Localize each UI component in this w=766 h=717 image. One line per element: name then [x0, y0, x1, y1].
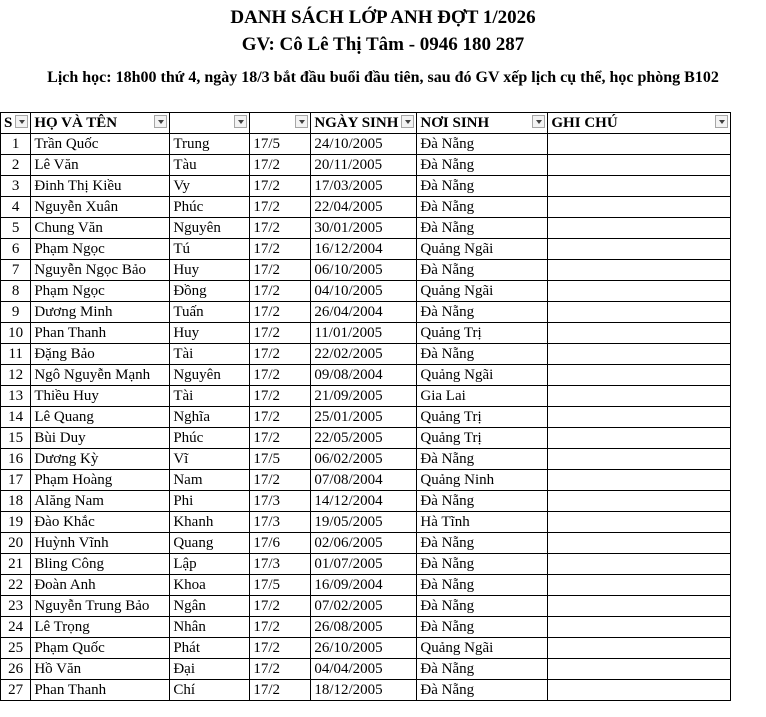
cell-surname[interactable]: Dương Minh [31, 302, 170, 323]
cell-birthdate[interactable]: 25/01/2005 [311, 407, 417, 428]
cell-surname[interactable]: Phạm Ngọc [31, 239, 170, 260]
cell-birthdate[interactable]: 26/10/2005 [311, 638, 417, 659]
cell-given-name[interactable]: Khanh [170, 512, 250, 533]
cell-birthplace[interactable]: Quảng Ngãi [417, 638, 548, 659]
cell-birthdate[interactable]: 04/04/2005 [311, 659, 417, 680]
cell-birthplace[interactable]: Đà Nẵng [417, 554, 548, 575]
cell-notes[interactable] [548, 134, 731, 155]
cell-surname[interactable]: Dương Kỳ [31, 449, 170, 470]
cell-stt[interactable]: 20 [1, 533, 31, 554]
cell-class[interactable]: 17/2 [250, 596, 311, 617]
cell-notes[interactable] [548, 386, 731, 407]
table-row [1, 218, 731, 239]
cell-class[interactable]: 17/2 [250, 218, 311, 239]
cell-class[interactable]: 17/2 [250, 239, 311, 260]
col-header-name [31, 113, 170, 134]
cell-birthdate[interactable]: 16/12/2004 [311, 239, 417, 260]
table-row [1, 575, 731, 596]
cell-birthdate[interactable]: 07/08/2004 [311, 470, 417, 491]
table-row [1, 386, 731, 407]
cell-class[interactable]: 17/5 [250, 449, 311, 470]
cell-class[interactable]: 17/2 [250, 176, 311, 197]
table-row [1, 491, 731, 512]
cell-birthplace[interactable]: Quảng Ngãi [417, 365, 548, 386]
cell-notes[interactable] [548, 596, 731, 617]
table-row [1, 554, 731, 575]
cell-birthdate[interactable]: 19/05/2005 [311, 512, 417, 533]
cell-notes[interactable] [548, 302, 731, 323]
cell-birthplace[interactable]: Đà Nẵng [417, 449, 548, 470]
cell-stt[interactable]: 15 [1, 428, 31, 449]
cell-given-name[interactable]: Chí [170, 680, 250, 701]
cell-class[interactable]: 17/3 [250, 554, 311, 575]
cell-stt[interactable]: 16 [1, 449, 31, 470]
cell-birthplace[interactable]: Quảng Trị [417, 323, 548, 344]
cell-stt[interactable]: 25 [1, 638, 31, 659]
cell-birthplace[interactable]: Hà Tĩnh [417, 512, 548, 533]
cell-birthdate[interactable]: 02/06/2005 [311, 533, 417, 554]
cell-given-name[interactable]: Tàu [170, 155, 250, 176]
cell-birthplace[interactable]: Quảng Ngãi [417, 281, 548, 302]
cell-given-name[interactable]: Trung [170, 134, 250, 155]
cell-class[interactable]: 17/2 [250, 638, 311, 659]
cell-notes[interactable] [548, 407, 731, 428]
cell-birthdate[interactable]: 07/02/2005 [311, 596, 417, 617]
cell-stt[interactable]: 10 [1, 323, 31, 344]
cell-class[interactable]: 17/2 [250, 680, 311, 701]
cell-birthplace[interactable]: Đà Nẵng [417, 176, 548, 197]
cell-birthdate[interactable]: 17/03/2005 [311, 176, 417, 197]
filter-dropdown-icon[interactable] [401, 115, 414, 128]
cell-given-name[interactable]: Lập [170, 554, 250, 575]
cell-given-name[interactable]: Vy [170, 176, 250, 197]
cell-birthdate[interactable]: 20/11/2005 [311, 155, 417, 176]
cell-surname[interactable]: Phan Thanh [31, 323, 170, 344]
table-row [1, 659, 731, 680]
cell-birthdate[interactable]: 22/05/2005 [311, 428, 417, 449]
schedule-note: Lịch học: 18h00 thứ 4, ngày 18/3 bắt đầu buổi đầu tiên, sau đó GV xếp lịch cụ thể, học phòng B102 [47, 69, 719, 86]
cell-notes[interactable] [548, 638, 731, 659]
cell-birthdate[interactable]: 01/07/2005 [311, 554, 417, 575]
cell-surname[interactable]: Nguyễn Xuân [31, 197, 170, 218]
table-row [1, 365, 731, 386]
cell-class[interactable]: 17/5 [250, 575, 311, 596]
table-row [1, 281, 731, 302]
cell-surname[interactable]: Thiều Huy [31, 386, 170, 407]
cell-stt[interactable]: 27 [1, 680, 31, 701]
cell-notes[interactable] [548, 512, 731, 533]
filter-dropdown-icon[interactable] [154, 115, 167, 128]
cell-class[interactable]: 17/3 [250, 491, 311, 512]
cell-birthdate[interactable]: 21/09/2005 [311, 386, 417, 407]
table-row [1, 197, 731, 218]
cell-surname[interactable]: Đào Khắc [31, 512, 170, 533]
cell-stt[interactable]: 4 [1, 197, 31, 218]
cell-birthdate[interactable]: 04/10/2005 [311, 281, 417, 302]
table-row [1, 155, 731, 176]
cell-given-name[interactable]: Huy [170, 323, 250, 344]
col-header-given-name [170, 113, 250, 134]
cell-birthdate[interactable]: 06/02/2005 [311, 449, 417, 470]
cell-notes[interactable] [548, 365, 731, 386]
col-header-stt [1, 113, 31, 134]
cell-given-name[interactable]: Tài [170, 344, 250, 365]
cell-surname[interactable]: Nguyễn Ngọc Bảo [31, 260, 170, 281]
cell-class[interactable]: 17/2 [250, 386, 311, 407]
cell-surname[interactable]: Đinh Thị Kiều [31, 176, 170, 197]
cell-class[interactable]: 17/2 [250, 260, 311, 281]
table-row [1, 638, 731, 659]
col-header-label: NƠI SINH [420, 115, 490, 131]
table-row [1, 428, 731, 449]
cell-birthdate[interactable]: 09/08/2004 [311, 365, 417, 386]
cell-stt[interactable]: 13 [1, 386, 31, 407]
cell-notes[interactable] [548, 575, 731, 596]
table-row [1, 239, 731, 260]
cell-stt[interactable]: 22 [1, 575, 31, 596]
cell-birthplace[interactable]: Đà Nẵng [417, 617, 548, 638]
cell-birthplace[interactable]: Đà Nẵng [417, 596, 548, 617]
cell-birthplace[interactable]: Đà Nẵng [417, 659, 548, 680]
cell-given-name[interactable]: Phúc [170, 428, 250, 449]
filter-dropdown-icon[interactable] [715, 115, 728, 128]
cell-birthdate[interactable]: 26/08/2005 [311, 617, 417, 638]
cell-class[interactable]: 17/2 [250, 407, 311, 428]
cell-notes[interactable] [548, 155, 731, 176]
cell-birthplace[interactable]: Đà Nẵng [417, 218, 548, 239]
cell-given-name[interactable]: Tài [170, 386, 250, 407]
cell-surname[interactable]: Chung Văn [31, 218, 170, 239]
cell-birthplace[interactable]: Đà Nẵng [417, 197, 548, 218]
cell-birthplace[interactable]: Gia Lai [417, 386, 548, 407]
table-row [1, 176, 731, 197]
cell-class[interactable]: 17/2 [250, 470, 311, 491]
cell-class[interactable]: 17/2 [250, 155, 311, 176]
cell-stt[interactable]: 26 [1, 659, 31, 680]
cell-notes[interactable] [548, 428, 731, 449]
cell-class[interactable]: 17/2 [250, 365, 311, 386]
cell-birthplace[interactable]: Đà Nẵng [417, 491, 548, 512]
cell-surname[interactable]: Đặng Bảo [31, 344, 170, 365]
filter-dropdown-icon[interactable] [295, 115, 308, 128]
cell-surname[interactable]: Ngô Nguyễn Mạnh [31, 365, 170, 386]
cell-class[interactable]: 17/2 [250, 344, 311, 365]
cell-notes[interactable] [548, 344, 731, 365]
cell-notes[interactable] [548, 281, 731, 302]
cell-class[interactable]: 17/3 [250, 512, 311, 533]
cell-notes[interactable] [548, 323, 731, 344]
cell-birthdate[interactable]: 22/02/2005 [311, 344, 417, 365]
cell-given-name[interactable]: Tuấn [170, 302, 250, 323]
cell-birthplace[interactable]: Đà Nẵng [417, 533, 548, 554]
cell-given-name[interactable]: Quang [170, 533, 250, 554]
cell-class[interactable]: 17/2 [250, 197, 311, 218]
cell-notes[interactable] [548, 176, 731, 197]
cell-surname[interactable]: Phan Thanh [31, 680, 170, 701]
cell-surname[interactable]: Bùi Duy [31, 428, 170, 449]
cell-surname[interactable]: Phạm Hoàng [31, 470, 170, 491]
cell-birthplace[interactable]: Quảng Ninh [417, 470, 548, 491]
cell-given-name[interactable]: Tú [170, 239, 250, 260]
cell-birthplace[interactable]: Đà Nẵng [417, 134, 548, 155]
cell-notes[interactable] [548, 617, 731, 638]
cell-stt[interactable]: 12 [1, 365, 31, 386]
table-row [1, 449, 731, 470]
cell-surname[interactable]: Alăng Nam [31, 491, 170, 512]
cell-stt[interactable]: 21 [1, 554, 31, 575]
cell-notes[interactable] [548, 470, 731, 491]
cell-stt[interactable]: 8 [1, 281, 31, 302]
cell-birthdate[interactable]: 26/04/2004 [311, 302, 417, 323]
cell-birthplace[interactable]: Đà Nẵng [417, 575, 548, 596]
cell-birthdate[interactable]: 18/12/2005 [311, 680, 417, 701]
cell-stt[interactable]: 23 [1, 596, 31, 617]
table-row [1, 134, 731, 155]
cell-surname[interactable]: Lê Trọng [31, 617, 170, 638]
col-header-birthdate [311, 113, 417, 134]
cell-given-name[interactable]: Nam [170, 470, 250, 491]
col-header-label: HỌ VÀ TÊN [34, 115, 118, 131]
table-row [1, 533, 731, 554]
cell-stt[interactable]: 3 [1, 176, 31, 197]
cell-birthplace[interactable]: Quảng Trị [417, 428, 548, 449]
col-header-class [250, 113, 311, 134]
cell-notes[interactable] [548, 218, 731, 239]
cell-notes[interactable] [548, 197, 731, 218]
cell-stt[interactable]: 19 [1, 512, 31, 533]
cell-surname[interactable]: Bling Công [31, 554, 170, 575]
filter-dropdown-icon[interactable] [15, 115, 28, 128]
cell-surname[interactable]: Trần Quốc [31, 134, 170, 155]
cell-stt[interactable]: 9 [1, 302, 31, 323]
cell-notes[interactable] [548, 449, 731, 470]
cell-given-name[interactable]: Đồng [170, 281, 250, 302]
cell-birthdate[interactable]: 16/09/2004 [311, 575, 417, 596]
table-row [1, 302, 731, 323]
cell-notes[interactable] [548, 533, 731, 554]
cell-class[interactable]: 17/2 [250, 617, 311, 638]
cell-given-name[interactable]: Huy [170, 260, 250, 281]
cell-birthdate[interactable]: 06/10/2005 [311, 260, 417, 281]
cell-stt[interactable]: 24 [1, 617, 31, 638]
header-row [1, 113, 731, 134]
col-header-label: GHI CHÚ [551, 115, 618, 131]
col-header-label: NGÀY SINH [314, 115, 399, 131]
cell-stt[interactable]: 7 [1, 260, 31, 281]
table-row [1, 470, 731, 491]
cell-stt[interactable]: 6 [1, 239, 31, 260]
table-row [1, 344, 731, 365]
cell-notes[interactable] [548, 659, 731, 680]
cell-birthdate[interactable]: 24/10/2005 [311, 134, 417, 155]
cell-stt[interactable]: 5 [1, 218, 31, 239]
cell-given-name[interactable]: Nghĩa [170, 407, 250, 428]
cell-given-name[interactable]: Ngân [170, 596, 250, 617]
table-row [1, 680, 731, 701]
cell-stt[interactable]: 18 [1, 491, 31, 512]
cell-birthplace[interactable]: Đà Nẵng [417, 302, 548, 323]
col-header-birthplace [417, 113, 548, 134]
table-row [1, 512, 731, 533]
cell-given-name[interactable]: Vĩ [170, 449, 250, 470]
cell-stt[interactable]: 1 [1, 134, 31, 155]
cell-given-name[interactable]: Phát [170, 638, 250, 659]
table-row [1, 596, 731, 617]
cell-surname[interactable]: Lê Quang [31, 407, 170, 428]
cell-surname[interactable]: Huỳnh Vĩnh [31, 533, 170, 554]
cell-notes[interactable] [548, 554, 731, 575]
table-row [1, 260, 731, 281]
cell-birthplace[interactable]: Quảng Ngãi [417, 239, 548, 260]
cell-surname[interactable]: Đoàn Anh [31, 575, 170, 596]
cell-birthplace[interactable]: Quảng Trị [417, 407, 548, 428]
col-header-notes [548, 113, 731, 134]
cell-class[interactable]: 17/2 [250, 302, 311, 323]
filter-dropdown-icon[interactable] [532, 115, 545, 128]
cell-birthplace[interactable]: Đà Nẵng [417, 344, 548, 365]
sheet-title: DANH SÁCH LỚP ANH ĐỢT 1/2026 [230, 7, 536, 28]
cell-stt[interactable]: 2 [1, 155, 31, 176]
cell-notes[interactable] [548, 680, 731, 701]
cell-class[interactable]: 17/2 [250, 323, 311, 344]
cell-surname[interactable]: Phạm Quốc [31, 638, 170, 659]
cell-class[interactable]: 17/2 [250, 659, 311, 680]
table-row [1, 407, 731, 428]
cell-surname[interactable]: Nguyễn Trung Bảo [31, 596, 170, 617]
cell-class[interactable]: 17/2 [250, 281, 311, 302]
table-row [1, 323, 731, 344]
cell-birthdate[interactable]: 30/01/2005 [311, 218, 417, 239]
cell-class[interactable]: 17/5 [250, 134, 311, 155]
table-row [1, 617, 731, 638]
cell-given-name[interactable]: Đại [170, 659, 250, 680]
cell-stt[interactable]: 11 [1, 344, 31, 365]
cell-birthplace[interactable]: Đà Nẵng [417, 260, 548, 281]
cell-birthdate[interactable]: 14/12/2004 [311, 491, 417, 512]
cell-given-name[interactable]: Phi [170, 491, 250, 512]
cell-surname[interactable]: Phạm Ngọc [31, 281, 170, 302]
col-header-label: S [4, 115, 13, 131]
cell-stt[interactable]: 17 [1, 470, 31, 491]
cell-given-name[interactable]: Nguyên [170, 218, 250, 239]
cell-birthplace[interactable]: Đà Nẵng [417, 680, 548, 701]
cell-given-name[interactable]: Khoa [170, 575, 250, 596]
class-list-table [0, 112, 731, 701]
cell-birthplace[interactable]: Đà Nẵng [417, 155, 548, 176]
cell-given-name[interactable]: Phúc [170, 197, 250, 218]
cell-class[interactable]: 17/2 [250, 428, 311, 449]
cell-surname[interactable]: Lê Văn [31, 155, 170, 176]
filter-dropdown-icon[interactable] [234, 115, 247, 128]
cell-notes[interactable] [548, 491, 731, 512]
cell-birthdate[interactable]: 11/01/2005 [311, 323, 417, 344]
cell-notes[interactable] [548, 239, 731, 260]
cell-given-name[interactable]: Nhân [170, 617, 250, 638]
cell-class[interactable]: 17/6 [250, 533, 311, 554]
cell-given-name[interactable]: Nguyên [170, 365, 250, 386]
cell-birthdate[interactable]: 22/04/2005 [311, 197, 417, 218]
teacher-info: GV: Cô Lê Thị Tâm - 0946 180 287 [241, 34, 525, 55]
cell-notes[interactable] [548, 260, 731, 281]
cell-stt[interactable]: 14 [1, 407, 31, 428]
cell-surname[interactable]: Hồ Văn [31, 659, 170, 680]
